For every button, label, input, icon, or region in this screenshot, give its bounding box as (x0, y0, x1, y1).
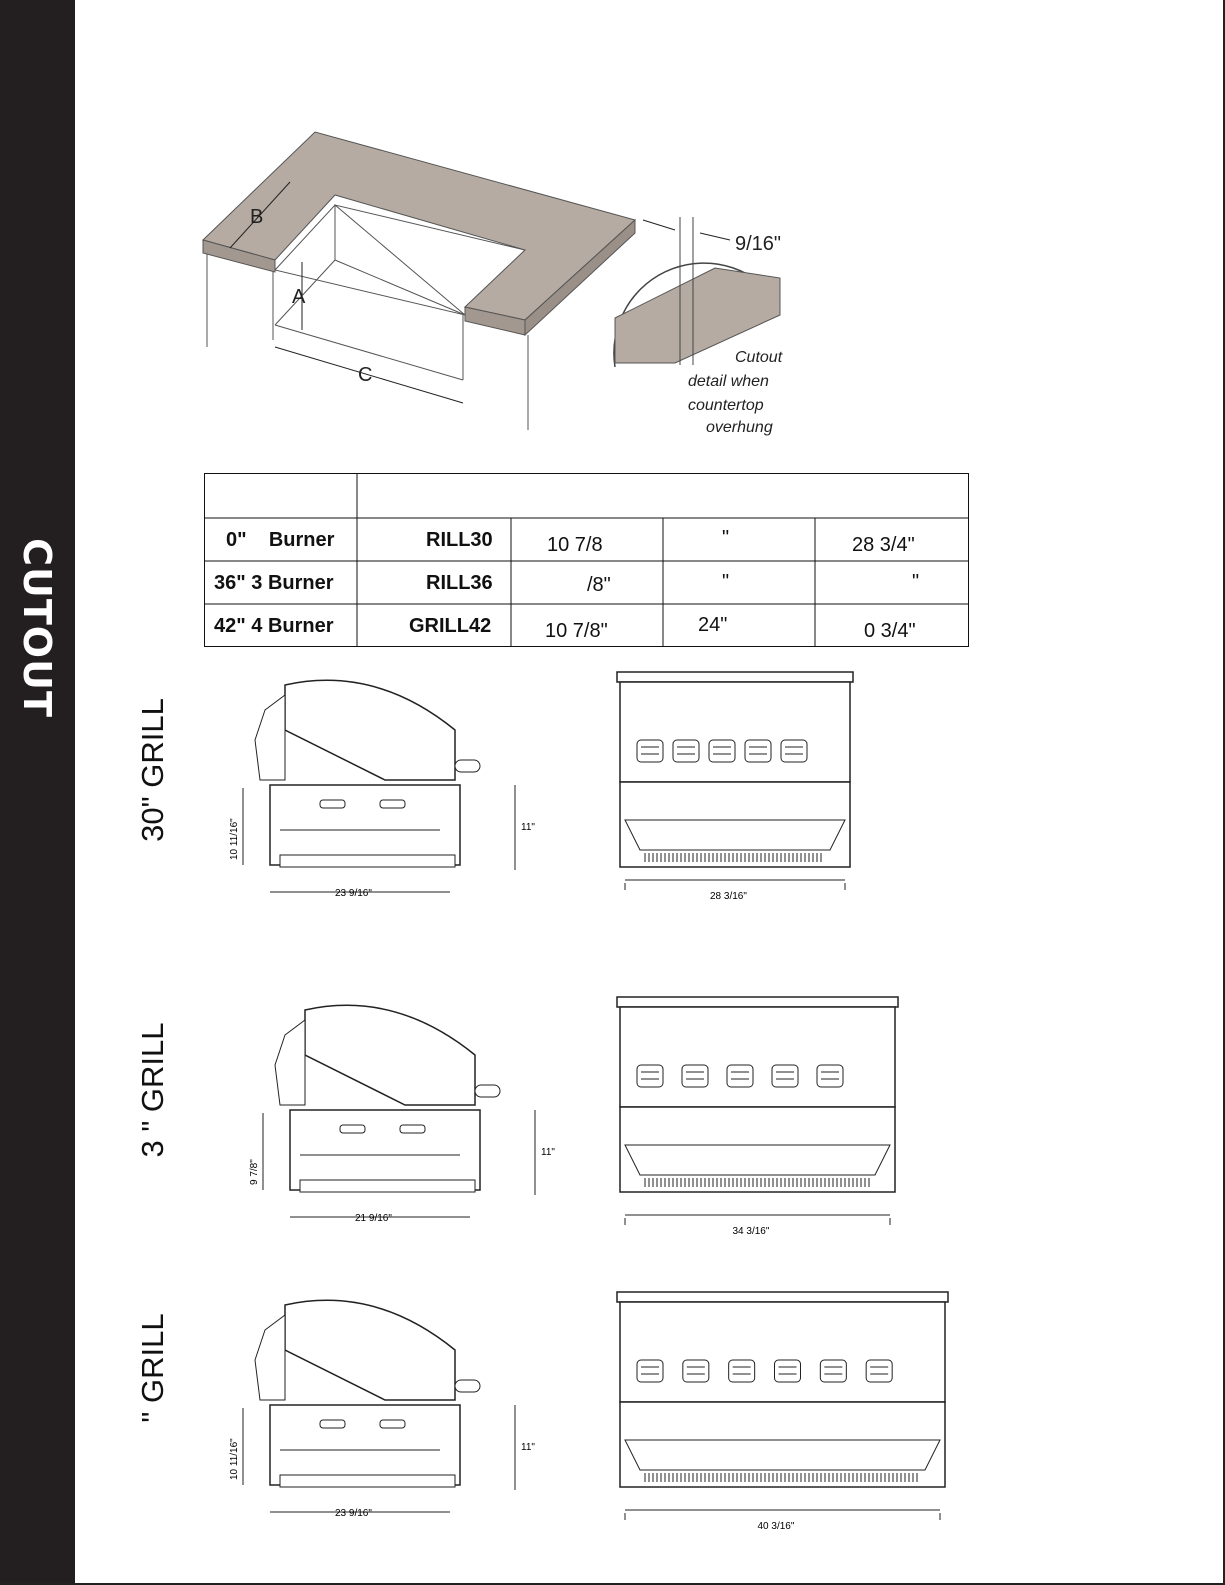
table-row-3-c: 0 3/4" (864, 619, 916, 642)
side-depth-dim-1: 23 9/16" (335, 888, 372, 899)
table-row-1-model: 0" Burner (226, 528, 335, 551)
side-height-dim-1: 10 11/16" (229, 818, 240, 860)
table-row-3-a: 10 7/8" (545, 619, 608, 642)
side-total-dim-2: 11" (541, 1147, 555, 1158)
side-total-dim-1: 11" (521, 822, 535, 833)
detail-caption-1: Cutout (735, 349, 783, 366)
front-width-dim-1: 28 3/16" (710, 891, 747, 902)
detail-caption-4: overhung (706, 419, 773, 436)
label-a: A (292, 286, 306, 308)
grill-front-view-3 (615, 1290, 960, 1535)
table-row-1-c: 28 3/4" (852, 533, 915, 556)
table-row-2-code: RILL36 (426, 571, 493, 594)
side-height-dim-2: 9 7/8" (249, 1159, 260, 1185)
grill-label-30: 30" GRILL (135, 698, 170, 842)
cutout-dimension-table (204, 473, 969, 647)
sidebar-title: CUTOUT (15, 538, 59, 718)
label-c: C (358, 364, 373, 386)
table-row-1-b: " (722, 526, 730, 549)
grill-front-view-1 (615, 670, 865, 905)
side-height-dim-3: 10 11/16" (229, 1438, 240, 1480)
side-depth-dim-3: 23 9/16" (335, 1508, 372, 1519)
front-width-dim-2: 34 3/16" (732, 1226, 770, 1237)
grill-side-view-3 (225, 1290, 545, 1530)
front-width-dim-3: 40 3/16" (757, 1521, 795, 1532)
grill-side-view-1 (225, 670, 545, 910)
overhang-dimension: 9/16" (735, 233, 782, 255)
side-total-dim-3: 11" (521, 1442, 535, 1453)
side-depth-dim-2: 21 9/16" (355, 1213, 392, 1224)
table-row-2-a: /8" (587, 573, 611, 596)
table-row-3-model: 42" 4 Burner (214, 614, 334, 637)
table-row-2-b: " (722, 570, 730, 593)
detail-caption-2: detail when (688, 373, 769, 390)
table-row-3-code: GRILL42 (409, 614, 492, 637)
table-row-2-c: " (912, 570, 920, 593)
table-row-1-a: 10 7/8 (547, 533, 603, 556)
table-row-3-b: 24" (698, 613, 728, 636)
grill-side-view-2 (245, 995, 565, 1235)
label-b: B (250, 206, 264, 228)
countertop-cutout-diagram (195, 125, 805, 445)
grill-label-36: 3 " GRILL (135, 1022, 170, 1158)
table-row-2-model: 36" 3 Burner (214, 571, 334, 594)
detail-caption-3: countertop (688, 397, 764, 414)
grill-label-42: " GRILL (135, 1313, 170, 1423)
grill-front-view-2 (615, 995, 910, 1240)
table-row-1-code: RILL30 (426, 528, 493, 551)
sidebar (0, 0, 75, 1585)
